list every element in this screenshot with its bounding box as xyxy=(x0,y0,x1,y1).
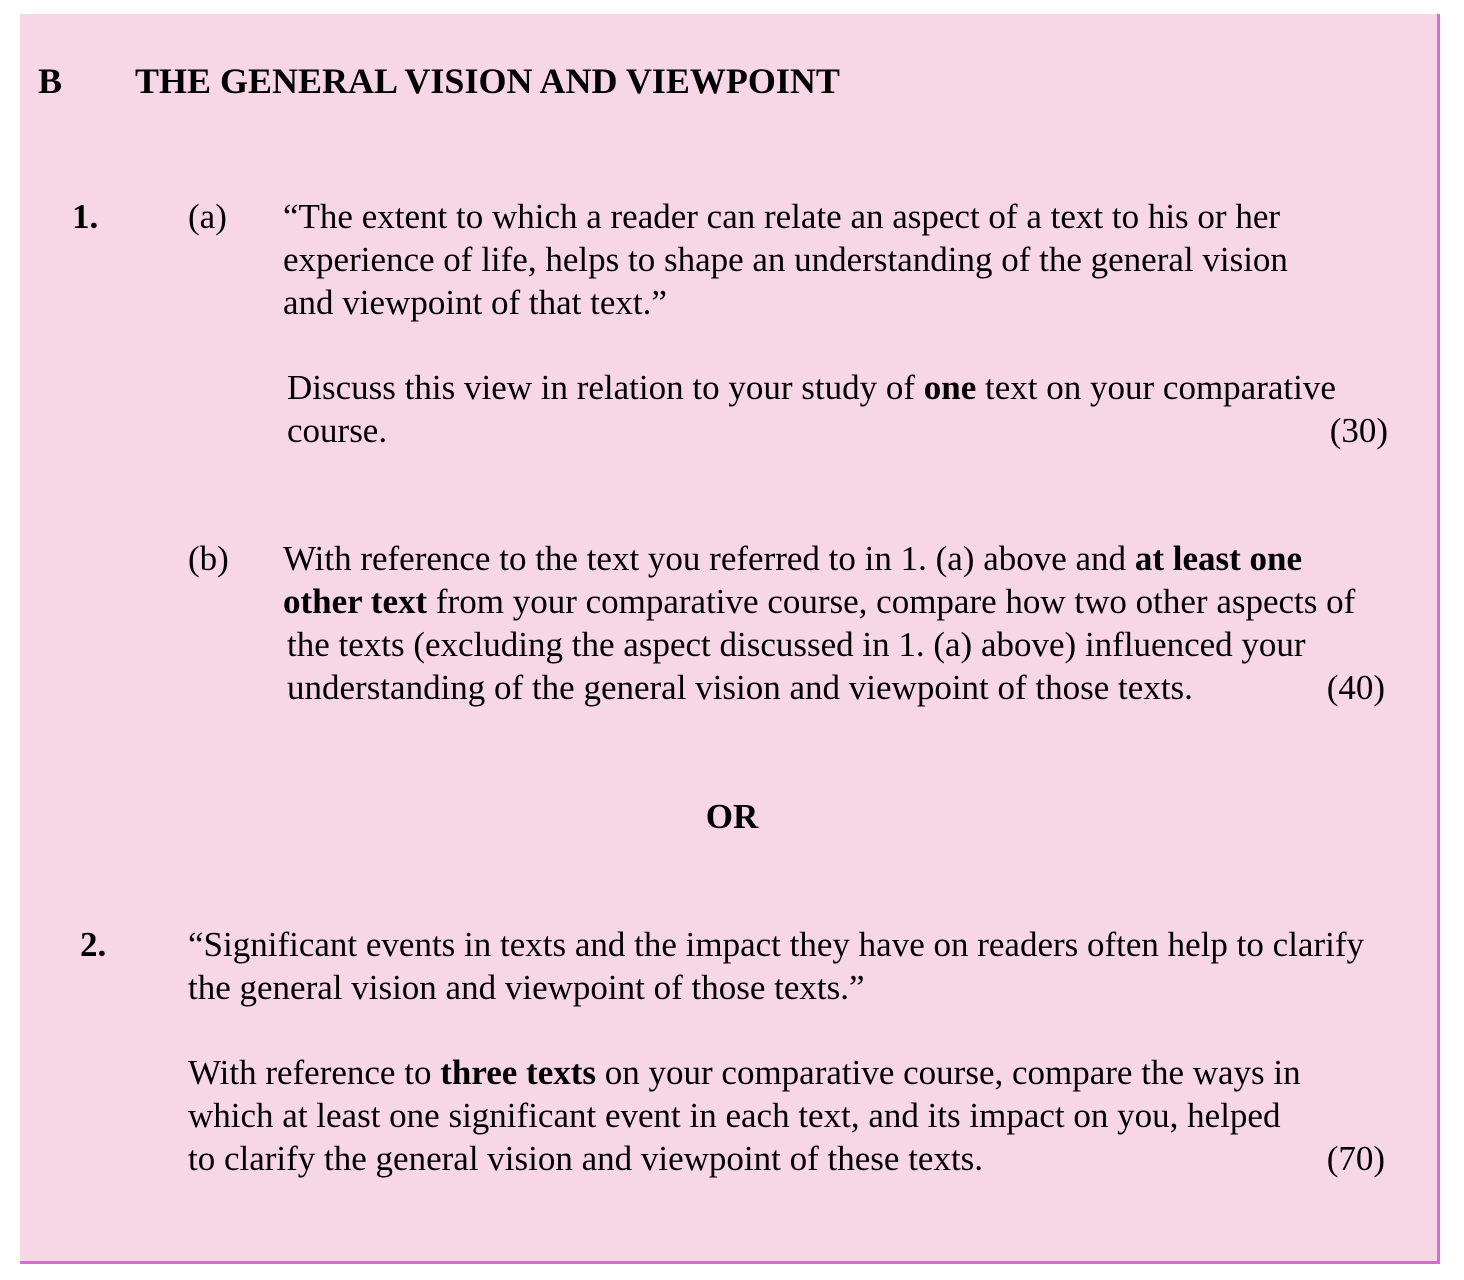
section-title: THE GENERAL VISION AND VIEWPOINT xyxy=(135,61,840,101)
text-line: understanding of the general vision and viewpoint of those texts. xyxy=(287,668,1193,707)
instruction-line: course. xyxy=(287,411,388,450)
or-divider: OR xyxy=(705,797,759,836)
question-2-marks: (70) xyxy=(1326,1139,1385,1178)
text-line: other text from your comparative course, compare how two other aspects of xyxy=(283,582,1356,621)
quote-line: “Significant events in texts and the impact they have on readers often help to clarify xyxy=(188,925,1364,964)
emphasis: at least one xyxy=(1134,539,1303,578)
quote-line: the general vision and viewpoint of those texts.” xyxy=(188,968,865,1007)
instruction-line: to clarify the general vision and viewpoint of these texts. xyxy=(188,1139,984,1178)
quote-line: experience of life, helps to shape an understanding of the general vision xyxy=(283,240,1288,279)
instruction-line: which at least one significant event in each text, and its impact on you, helped xyxy=(188,1096,1281,1135)
instruction-line: Discuss this view in relation to your study of one text on your comparative xyxy=(287,368,1336,407)
question-1a-label: (a) xyxy=(188,197,227,236)
question-1b-label: (b) xyxy=(188,539,229,578)
question-1a-quote xyxy=(283,195,1288,324)
section-letter: B xyxy=(38,61,63,101)
quote-line: “The extent to which a reader can relate an aspect of a text to his or her xyxy=(283,197,1281,236)
text-line: With reference to the text you referred to in 1. (a) above and at least one xyxy=(283,539,1303,578)
emphasis: other text xyxy=(283,582,428,621)
question-1b-marks: (40) xyxy=(1326,668,1385,707)
question-2-instruction xyxy=(188,1051,1301,1180)
quote-line: and viewpoint of that text.” xyxy=(283,283,667,322)
emphasis: three texts xyxy=(440,1053,597,1092)
question-2-quote xyxy=(188,923,1364,1009)
question-2-number: 2. xyxy=(80,925,107,964)
instruction-line: With reference to three texts on your comparative course, compare the ways in xyxy=(188,1053,1301,1092)
question-1a-marks: (30) xyxy=(1329,411,1388,450)
text-line: the texts (excluding the aspect discussed in 1. (a) above) influenced your xyxy=(287,625,1306,664)
emphasis: one xyxy=(923,368,977,407)
question-1-number: 1. xyxy=(72,197,99,236)
question-1b-text xyxy=(283,537,1355,709)
question-1a-instruction xyxy=(287,366,1336,452)
